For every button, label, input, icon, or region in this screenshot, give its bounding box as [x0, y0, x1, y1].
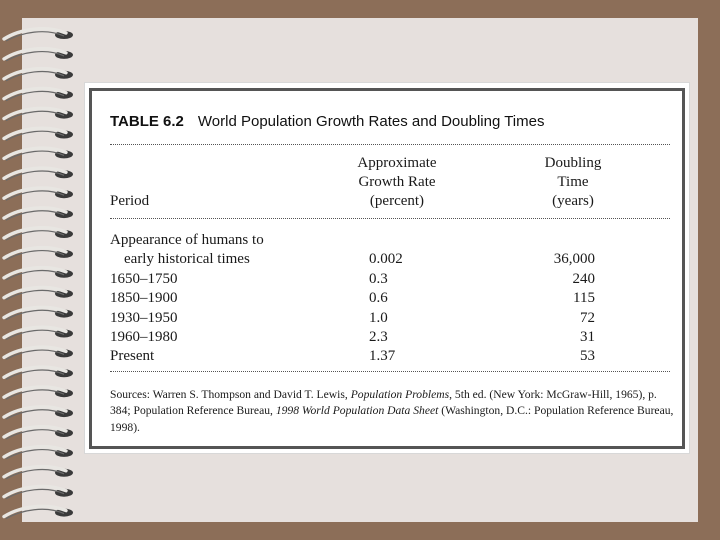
sources-data-sheet-title: 1998 World Population Data Sheet [275, 404, 439, 418]
spiral-ring [4, 327, 73, 339]
period-cell: 1960–1980 [110, 328, 178, 345]
spiral-ring [4, 69, 73, 81]
body-rule-bottom [110, 371, 670, 372]
sources-suffix: (Washington, D.C.: Population Reference Bureau, 1998). [110, 404, 674, 434]
spiral-ring [4, 347, 73, 359]
growth-rate-cell: 1.37 [369, 348, 396, 365]
spiral-ring [4, 486, 73, 498]
period-cell: 1930–1950 [110, 309, 178, 326]
spiral-ring [4, 387, 73, 399]
spiral-ring [4, 427, 73, 439]
growth-rate-cell: 0.3 [369, 270, 388, 287]
doubling-time-cell: 31 [580, 328, 595, 345]
table-row [110, 328, 670, 347]
spiral-ring [4, 128, 73, 140]
spiral-ring [4, 148, 73, 160]
table-title [110, 113, 544, 130]
growth-rate-cell: 1.0 [369, 309, 388, 326]
growth-rate-cell: 0.002 [369, 251, 403, 268]
spiral-ring [4, 407, 73, 419]
doubling-time-header-line: (years) [552, 193, 594, 209]
table-title-text: World Population Growth Rates and Doubling Times [197, 113, 545, 130]
table-row [110, 309, 670, 328]
table-row [110, 250, 670, 269]
header-rule-bottom [110, 218, 670, 219]
spiral-ring [4, 367, 73, 379]
growth-rate-cell: 2.3 [369, 328, 388, 345]
spiral-ring [4, 268, 73, 280]
table-row [110, 347, 670, 366]
header-rule-top [110, 144, 670, 145]
growth-rate-cell: 0.6 [369, 290, 388, 307]
table-card [84, 82, 690, 454]
doubling-time-cell: 72 [580, 309, 595, 326]
period-cell: 1850–1900 [110, 290, 178, 307]
spiral-ring [4, 287, 73, 299]
period-cell: Present [110, 348, 155, 365]
spiral-ring [4, 467, 73, 479]
period-cell: 1650–1750 [110, 270, 178, 287]
period-cell: early historical times [124, 251, 250, 268]
sources-middle: , 5th ed. (New York: McGraw-Hill, 1965), p. 384; Population Reference Bureau, [110, 388, 657, 418]
growth-rate-header-line: Growth Rate [358, 174, 436, 190]
table-row [110, 270, 670, 289]
growth-rate-header-line: (percent) [369, 193, 425, 209]
spiral-ring [4, 248, 73, 260]
sources-prefix: Sources: Warren S. Thompson and David T. Lewis, [110, 388, 351, 401]
spiral-ring [4, 188, 73, 200]
doubling-time-header-line: Time [557, 174, 589, 190]
doubling-time-header [524, 154, 622, 211]
sources-book-title: Population Problems [350, 388, 450, 401]
period-header: Period [110, 193, 150, 209]
growth-rate-header-line: Approximate [357, 155, 437, 171]
growth-rate-header [332, 154, 462, 211]
spiral-ring [4, 88, 73, 100]
spiral-ring [4, 447, 73, 459]
doubling-time-header-line: Doubling [544, 155, 602, 171]
spiral-ring [4, 506, 73, 518]
table-row [110, 231, 670, 250]
table-number: TABLE 6.2 [110, 113, 184, 130]
doubling-time-cell: 36,000 [553, 251, 595, 268]
spiral-ring [4, 208, 73, 220]
spiral-ring [4, 29, 73, 41]
period-cell: Appearance of humans to [110, 232, 264, 248]
spiral-ring [4, 108, 73, 120]
doubling-time-cell: 53 [580, 348, 595, 365]
spiral-binding [0, 0, 90, 540]
spiral-ring [4, 49, 73, 61]
table-body [110, 231, 670, 367]
doubling-time-cell: 240 [572, 270, 595, 287]
sources-note [110, 387, 680, 436]
spiral-ring [4, 307, 73, 319]
spiral-ring [4, 168, 73, 180]
table-frame [89, 88, 685, 449]
table-row [110, 289, 670, 308]
spiral-ring [4, 228, 73, 240]
doubling-time-cell: 115 [573, 290, 595, 307]
